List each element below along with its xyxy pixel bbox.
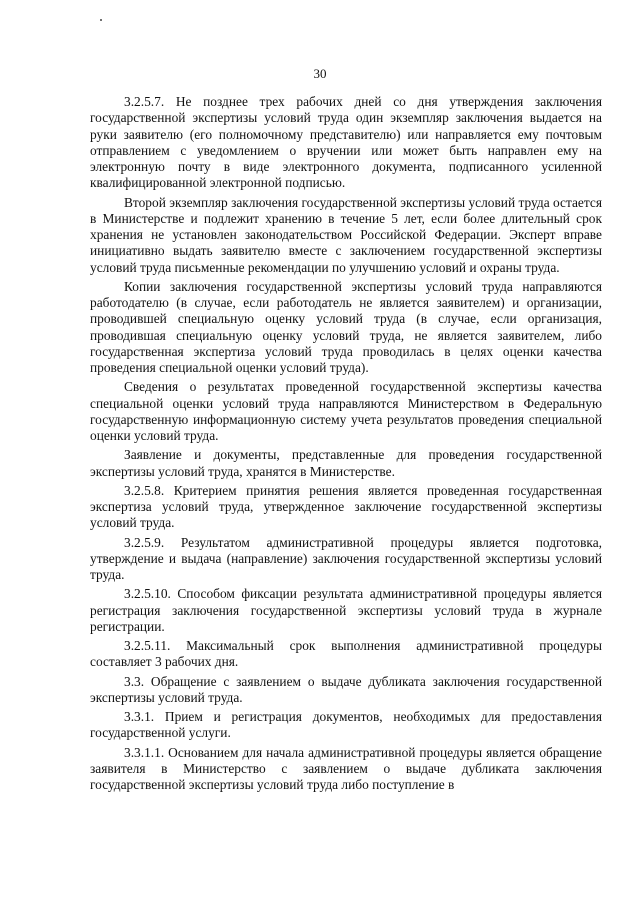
document-body: [90, 94, 602, 793]
paragraph-3-3-1-1: 3.3.1.1. Основанием для начала административной процедуры является обращение заявителя в Министерство с заявлением о выдаче дубликата заключения государственной экспертизы условий труда либо поступление в: [90, 744, 602, 792]
paragraph-3-2-5-8: 3.2.5.8. Критерием принятия решения является проведенная государственная экспертиза условий труда, утвержденное заключение государственной экспертизы условий труда.: [90, 482, 602, 531]
paragraph-3-2-5-10: 3.2.5.10. Способом фиксации результата административной процедуры является регистрация заключения государственной экспертизы условий труда в журнале регистрации.: [90, 586, 602, 634]
paragraph-storage: Заявление и документы, представленные для проведения государственной экспертизы условий труда, хранятся в Министерстве.: [90, 447, 602, 479]
paragraph-3-2-5-11: 3.2.5.11. Максимальный срок выполнения административной процедуры составляет 3 рабочих дня.: [90, 638, 602, 670]
paragraph-3-2-5-7: 3.2.5.7. Не позднее трех рабочих дней со дня утверждения заключения государственной экспертизы условий труда один экземпляр заключения выдается на руки заявителю (его полномочному представителю) или направляется ему почтовым отправлением с уведомлением о вручении или может быть направлен ему на электронную почту в виде электронного документа, подписанного усиленной квалифицированной электронной подписью.: [90, 94, 602, 191]
scan-speck: [100, 19, 102, 21]
paragraph-information: Сведения о результатах проведенной государственной экспертизы качества специальной оценки условий труда направляются Министерством в Федеральную государственную информационную систему учета результатов проведения специальной оценки условий труда.: [90, 379, 602, 443]
paragraph-3-2-5-9: 3.2.5.9. Результатом административной процедуры является подготовка, утверждение и выдача (направление) заключения государственной экспертизы условий труда.: [90, 534, 602, 582]
paragraph-second-copy: Второй экземпляр заключения государственной экспертизы условий труда остается в Министерстве и подлежит хранению в течение 5 лет, если более длительный срок хранения не установлен законодательством Российской Федерации. Эксперт вправе инициативно выдать заявителю вместе с заключением государственной экспертизы условий труда письменные рекомендации по улучшению условий и охраны труда.: [90, 194, 602, 275]
paragraph-3-3: 3.3. Обращение с заявлением о выдаче дубликата заключения государственной экспертизы условий труда.: [90, 673, 602, 705]
paragraph-3-3-1: 3.3.1. Прием и регистрация документов, необходимых для предоставления государственной услуги.: [90, 709, 602, 741]
page-number: 30: [313, 66, 327, 81]
paragraph-copies: Копии заключения государственной экспертизы условий труда направляются работодателю (в случае, если работодатель не является заявителем) и организации, проводившей специальную оценку условий труда (в случае, если организация, проводившая специальную оценку условий труда, не является заявителем, либо государственная экспертиза условий труда проводилась в целях оценки качества проведения специальной оценки условий труда).: [90, 278, 602, 375]
